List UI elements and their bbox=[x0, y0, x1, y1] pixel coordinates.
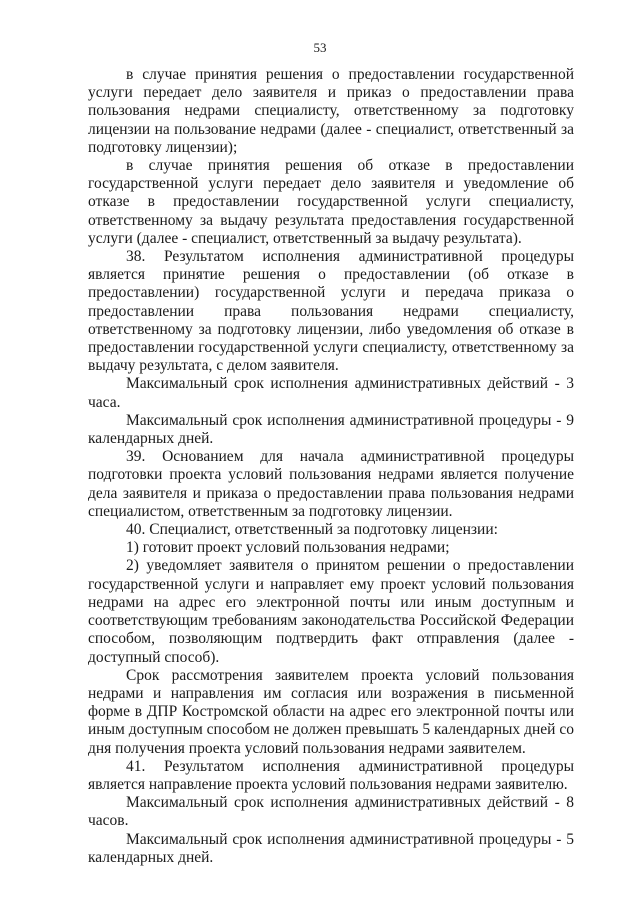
paragraph: 1) готовит проект условий пользования недрами; bbox=[126, 539, 450, 557]
paragraph: 40. Специалист, ответственный за подготовку лицензии: bbox=[126, 521, 498, 539]
paragraph: 2) уведомляет заявителя о принятом решении о предоставлении государственной услуги и направляет ему проект условий пользования недрами на адрес его электронной почты или иным доступным и соответствующим требованиям законодательства Российской Федерации способом, позволяющим подтвердить факт отправления (далее - доступный способ). bbox=[88, 557, 574, 666]
paragraph: Максимальный срок исполнения административных действий - 3 часа. bbox=[88, 375, 574, 411]
paragraph: в случае принятия решения о предоставлении государственной услуги передает дело заявителя и приказ о предоставлении права пользования недрами специалисту, ответственному за подготовку лицензии на пользование недрами (далее - специалист, ответственный за подготовку лицензии); bbox=[88, 66, 574, 156]
paragraph: Максимальный срок исполнения административной процедуры - 9 календарных дней. bbox=[88, 411, 574, 448]
paragraph: 38. Результатом исполнения административной процедуры является принятие решения о предоставлении (об отказе в предоставлении) государственной услуги и передача приказа о предоставлении права пользования недрами специалисту, ответственному за подготовку лицензии, либо уведомления об отказе в предоставлении государственной услуги специалисту, ответственному за выдачу результата, с делом заявителя. bbox=[88, 248, 574, 375]
paragraph: Максимальный срок исполнения административных действий - 8 часов. bbox=[88, 794, 574, 830]
paragraph: Максимальный срок исполнения административной процедуры - 5 календарных дней. bbox=[88, 830, 574, 866]
paragraph: Срок рассмотрения заявителем проекта условий пользования недрами и направления им согласия или возражения в письменной форме в ДПР Костромской области на адрес его электронной почты или иным доступным способом не должен превышать 5 календарных дней со дня получения проекта условий пользования недрами заявителем. bbox=[88, 666, 574, 757]
document-body bbox=[88, 66, 574, 867]
paragraph: 39. Основанием для начала административной процедуры подготовки проекта условий пользования недрами является получение дела заявителя и приказа о предоставлении права пользования недрами специалистом, ответственным за подготовку лицензии. bbox=[88, 448, 574, 520]
page-number: 53 bbox=[313, 40, 327, 55]
paragraph: 41. Результатом исполнения административной процедуры является направление проекта условий пользования недрами заявителю. bbox=[88, 757, 574, 793]
paragraph: в случае принятия решения об отказе в предоставлении государственной услуги передает дело заявителя и уведомление об отказе в предоставлении государственной услуги специалисту, ответственному за выдачу результата предоставления государственной услуги (далее - специалист, ответственный за выдачу результата). bbox=[88, 157, 574, 247]
